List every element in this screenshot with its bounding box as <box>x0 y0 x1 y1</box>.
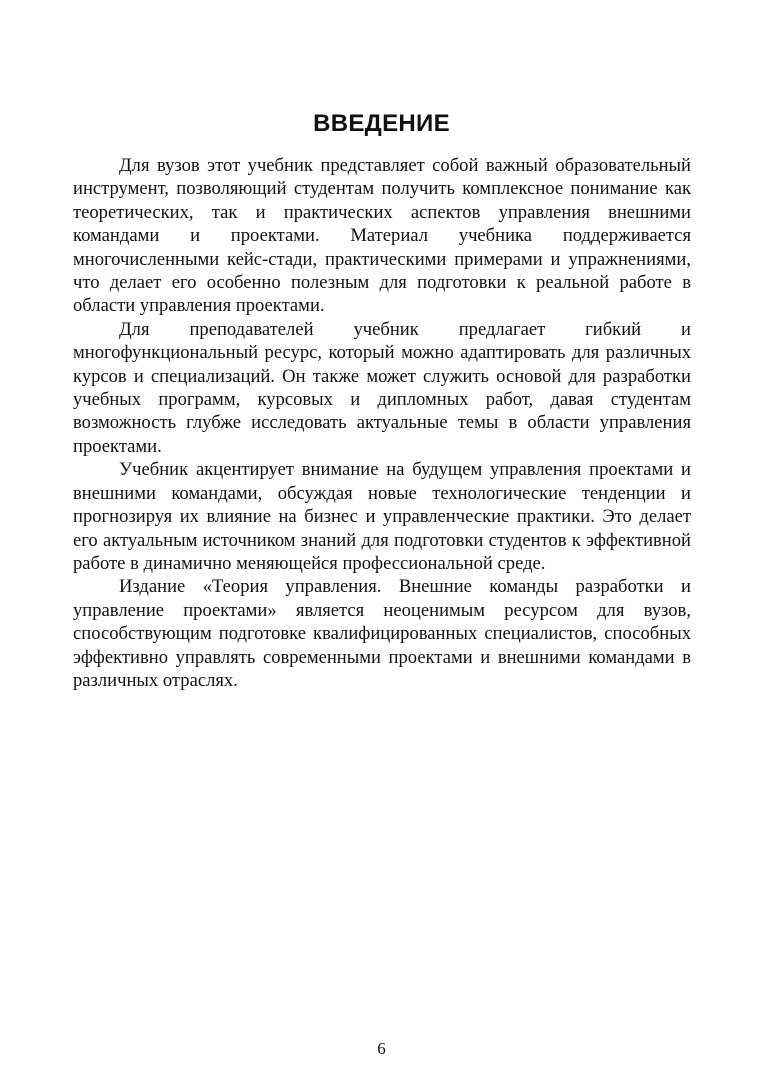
paragraph-4: Издание «Теория управления. Внешние команды разработки и управление проектами» является неоценимым ресурсом для вузов, способствующим подготовке квалифицированных специалистов, способных эффективно управлять современными проектами и внешними командами в различных отраслях. <box>73 576 691 691</box>
body-text <box>73 154 691 692</box>
page-title: ВВЕДЕНИЕ <box>313 110 450 137</box>
paragraph-1: Для вузов этот учебник представляет собой важный образовательный инструмент, позволяющий студентам получить комплексное понимание как теоретических, так и практических аспектов управления внешними командами и проектами. Материал учебника поддерживается многочисленными кейс-стади, практическими примерами и упражнениями, что делает его особенно полезным для подготовки к реальной работе в области управления проектами. <box>73 155 691 317</box>
page-number: 6 <box>377 1039 386 1058</box>
paragraph-2: Для преподавателей учебник предлагает гибкий и многофункциональный ресурс, который можно адаптировать для различных курсов и специализаций. Он также может служить основой для разработки учебных программ, курсовых и дипломных работ, давая студентам возможность глубже исследовать актуальные темы в области управления проектами. <box>73 318 691 457</box>
paragraph-3: Учебник акцентирует внимание на будущем управления проектами и внешними командами, обсуждая новые технологические тенденции и прогнозируя их влияние на бизнес и управленческие практики. Это делает его актуальным источником знаний для подготовки студентов к эффективной работе в динамично меняющейся профессиональной среде. <box>73 459 691 574</box>
